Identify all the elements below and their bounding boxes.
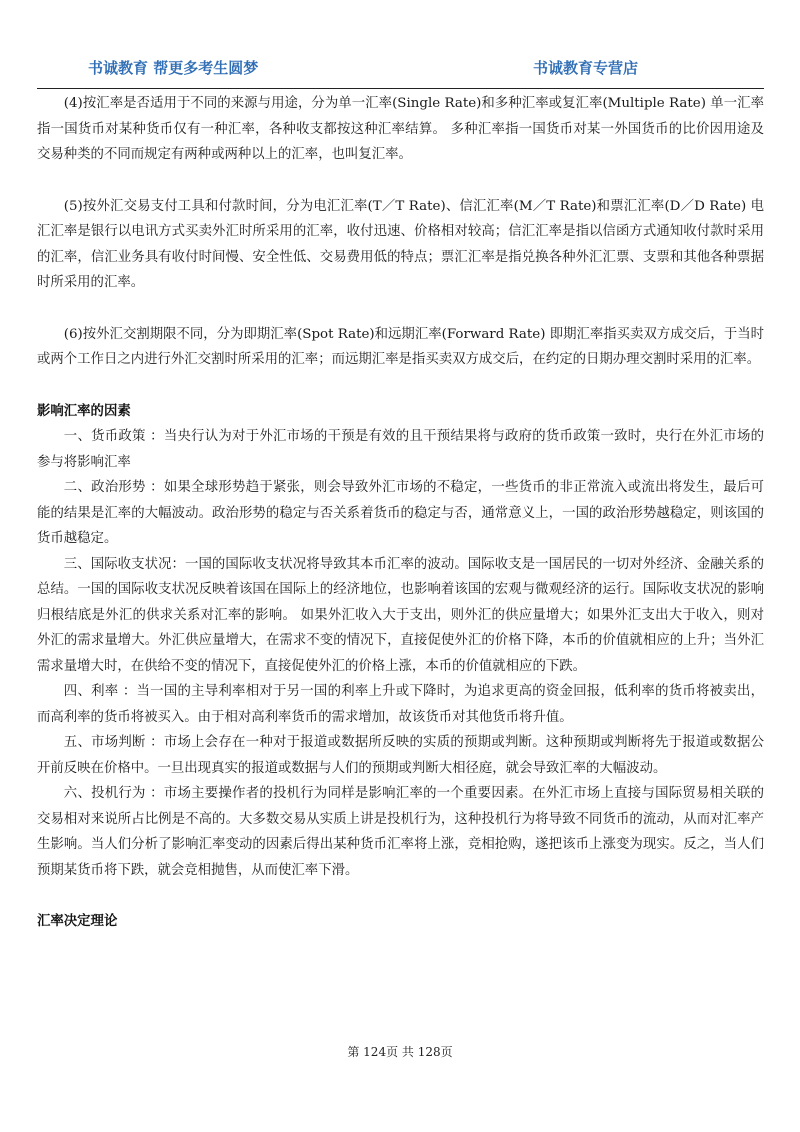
factor-market-judgment: 五、市场判断 ：市场上会存在一种对于报道或数据所反映的实质的预期或判断。这种预期或判断将先于报道或数据公开前反映在价格中。一旦出现真实的报道或数据与人们的预期或判断大相径庭，就会导致汇率的大幅波动。 [37, 735, 764, 776]
page-header [0, 57, 800, 81]
factor-political-situation: 二、政治形势 ：如果全球形势趋于紧张，则会导致外汇市场的不稳定，一些货币的非正常流入或流出将发生，最后可能的结果是汇率的大幅波动。政治形势的稳定与否关系着货币的稳定与否，通常意义上，一国的政治形势越稳定，则该国的货币越稳定。 [37, 480, 764, 546]
spacer [37, 168, 764, 194]
spacer [37, 883, 764, 909]
page-number: 第 124页 共 128页 [347, 1045, 453, 1059]
document-body [37, 91, 764, 935]
section-heading-theory: 汇率决定理论 [37, 914, 118, 929]
paragraph-rate-delivery-term: (6)按外汇交割期限不同，分为即期汇率(Spot Rate)和远期汇率(Forward Rate) 即期汇率指买卖双方成交后，于当时或两个工作日之内进行外汇交割时所采用的汇率；而远期汇率是指买卖双方成交后，在约定的日期办理交割时采用的汇率。 [37, 326, 764, 367]
factor-balance-of-payments: 三、国际收支状况：一国的国际收支状况将导致其本币汇率的波动。国际收支是一国居民的一切对外经济、金融关系的总结。一国的国际收支状况反映着该国在国际上的经济地位，也影响着该国的宏观与微观经济的运行。国际收支状况的影响归根结底是外汇的供求关系对汇率的影响。 如果外汇收入大于支出，则外汇的供应量增大；如果外汇支出大于收入，则对外汇的需求量增大。外汇供应量增大，在需求不变的情况下，直接促使外汇的价格下降，本币的价值就相应的上升；当外汇需求量增大时，在供给不变的情况下，直接促使外汇的价格上涨，本币的价值就相应的下跌。 [37, 556, 764, 674]
paragraph-rate-source-usage: (4)按汇率是否适用于不同的来源与用途，分为单一汇率(Single Rate)和多种汇率或复汇率(Multiple Rate) 单一汇率指一国货币对某种货币仅有一种汇率，各种收支都按这种汇率结算。 多种汇率指一国货币对某一外国货币的比价因用途及交易种类的不同而规定有两种或两种以上的汇率，也叫复汇率。 [37, 96, 764, 162]
spacer [37, 373, 764, 399]
spacer [37, 296, 764, 322]
factor-monetary-policy: 一、货币政策 ：当央行认为对于外汇市场的干预是有效的且干预结果将与政府的货币政策一致时，央行在外汇市场的参与将影响汇率 [37, 429, 764, 470]
factor-speculation: 六、投机行为 ：市场主要操作者的投机行为同样是影响汇率的一个重要因素。在外汇市场上直接与国际贸易相关联的交易相对来说所占比例是不高的。大多数交易从实质上讲是投机行为，这种投机行为将导致不同货币的流动，从而对汇率产生影响。当人们分析了影响汇率变动的因素后得出某种货币汇率将上涨，竞相抢购，遂把该币上涨变为现实。反之，当人们预期某货币将下跌，就会竞相抛售，从而使汇率下滑。 [37, 786, 764, 878]
factor-interest-rate: 四、利率 ：当一国的主导利率相对于另一国的利率上升或下降时，为追求更高的资金回报，低利率的货币将被卖出，而高利率的货币将被买入。由于相对高利率货币的需求增加，故该货币对其他货币将升值。 [37, 684, 764, 725]
section-heading-factors: 影响汇率的因素 [37, 403, 131, 419]
paragraph-rate-payment-tool: (5)按外汇交易支付工具和付款时间，分为电汇汇率(T／T Rate)、信汇汇率(M／T Rate)和票汇汇率(D／D Rate) 电汇汇率是银行以电讯方式买卖外汇时所采用的汇率，收付迅速、价格相对较高；信汇汇率是指以信函方式通知收付款时采用的汇率，信汇业务具有收付时间慢、安全性低、交易费用低的特点；票汇汇率是指兑换各种外汇汇票、支票和其他各种票据时所采用的汇率。 [37, 198, 764, 290]
header-divider [37, 88, 764, 89]
header-store-name: 书诚教育专营店 [533, 59, 639, 77]
header-brand-slogan: 书诚教育 帮更多考生圆梦 [88, 59, 259, 77]
